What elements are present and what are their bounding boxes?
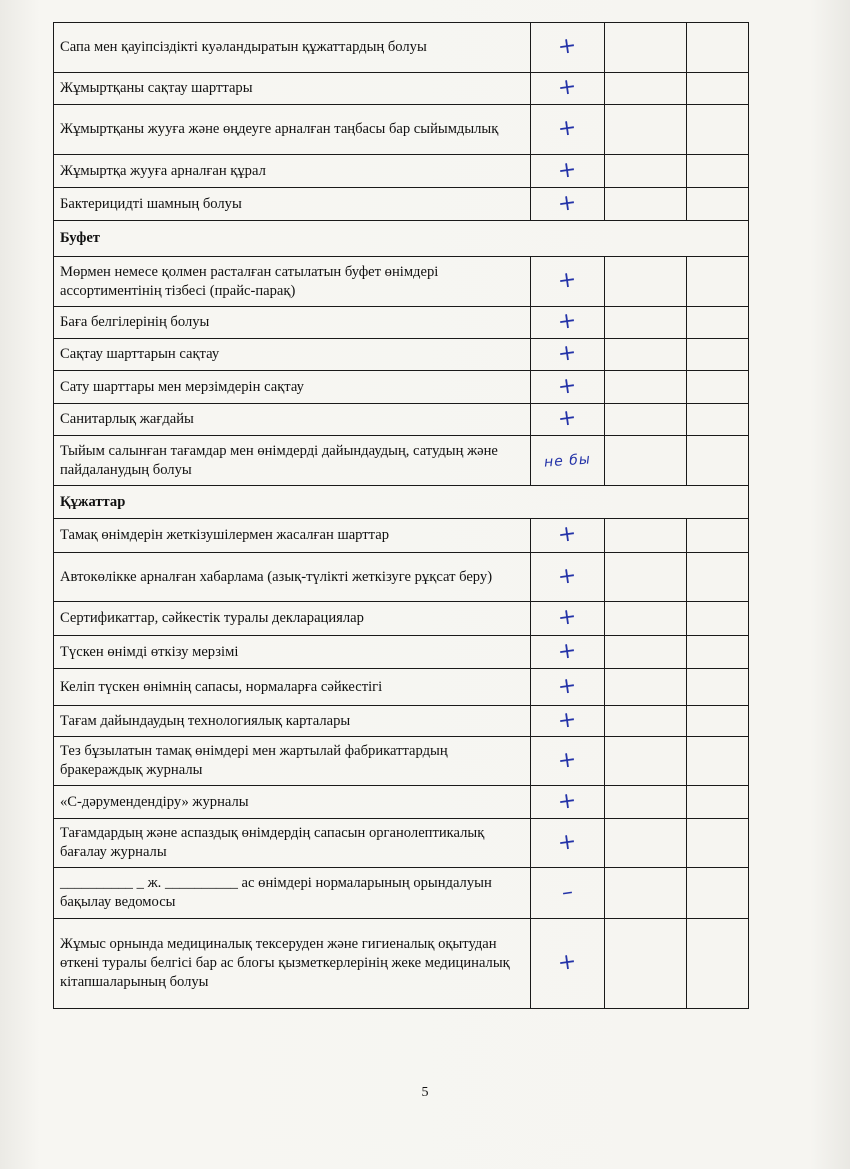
criterion-label: Тағамдардың және аспаздық өнімдердің сапасын органолептикалық бағалау журналы (54, 819, 531, 868)
handwritten-mark: + (556, 114, 579, 143)
answer-cell-1 (531, 553, 605, 602)
answer-cell-3 (687, 636, 749, 669)
answer-cell-1 (531, 919, 605, 1009)
criterion-label: Тез бұзылатын тамақ өнімдері мен жартылай фабрикаттардың бракераждық журналы (54, 737, 531, 786)
criterion-label: «С-дәрумендендіру» журналы (54, 786, 531, 819)
answer-cell-1 (531, 602, 605, 636)
checklist-table (53, 22, 749, 1009)
answer-cell-2 (605, 553, 687, 602)
answer-cell-1 (531, 257, 605, 307)
table-row (54, 339, 749, 371)
answer-cell-2 (605, 919, 687, 1009)
criterion-label: __________ _ ж. __________ ас өнімдері нормаларының орындалуын бақылау ведомосы (54, 868, 531, 919)
answer-cell-2 (605, 602, 687, 636)
criterion-label: Санитарлық жағдайы (54, 404, 531, 436)
table-row (54, 919, 749, 1009)
answer-cell-3 (687, 819, 749, 868)
answer-cell-2 (605, 257, 687, 307)
criterion-label: Жұмыртқа жууға арналған құрал (54, 155, 531, 188)
answer-cell-2 (605, 519, 687, 553)
table-row (54, 188, 749, 221)
table-row (54, 706, 749, 737)
handwritten-mark: + (556, 672, 579, 700)
table-row (54, 553, 749, 602)
answer-cell-3 (687, 669, 749, 706)
table-row (54, 669, 749, 706)
criterion-label: Сапа мен қауіпсіздікті куәландыратын құжаттардың болуы (54, 23, 531, 73)
answer-cell-2 (605, 105, 687, 155)
answer-cell-1 (531, 519, 605, 553)
handwritten-mark: + (556, 828, 579, 856)
answer-cell-3 (687, 155, 749, 188)
table-row (54, 436, 749, 486)
answer-cell-1 (531, 371, 605, 404)
criterion-label: Түскен өнімді өткізу мерзімі (54, 636, 531, 669)
answer-cell-3 (687, 786, 749, 819)
handwritten-mark: + (556, 562, 579, 590)
answer-cell-1 (531, 155, 605, 188)
table-row (54, 519, 749, 553)
handwritten-mark: + (556, 520, 579, 549)
handwritten-mark: + (556, 339, 579, 368)
handwritten-mark: + (556, 32, 579, 61)
table-row (54, 819, 749, 868)
handwritten-mark: + (556, 706, 579, 734)
answer-cell-1 (531, 669, 605, 706)
handwritten-mark: + (556, 948, 579, 977)
page-number: 5 (421, 1085, 429, 1100)
criterion-label: Тамақ өнімдерін жеткізушілермен жасалған шарттар (54, 519, 531, 553)
answer-cell-3 (687, 105, 749, 155)
answer-cell-3 (687, 737, 749, 786)
answer-cell-1 (531, 819, 605, 868)
table-row (54, 737, 749, 786)
answer-cell-2 (605, 23, 687, 73)
criterion-label: Тағам дайындаудың технологиялық карталары (54, 706, 531, 737)
answer-cell-1 (531, 339, 605, 371)
handwritten-mark: + (556, 746, 579, 774)
criterion-label: Сату шарттары мен мерзімдерін сақтау (54, 371, 531, 404)
section-title: Буфет (54, 221, 749, 257)
answer-cell-2 (605, 371, 687, 404)
table-row (54, 257, 749, 307)
answer-cell-3 (687, 371, 749, 404)
answer-cell-2 (605, 155, 687, 188)
handwritten-mark: + (556, 637, 579, 665)
answer-cell-2 (605, 669, 687, 706)
answer-cell-2 (605, 819, 687, 868)
answer-cell-2 (605, 706, 687, 737)
criterion-label: Жұмыртқаны сақтау шарттары (54, 73, 531, 105)
answer-cell-3 (687, 919, 749, 1009)
table-row (54, 404, 749, 436)
answer-cell-3 (687, 307, 749, 339)
answer-cell-1 (531, 73, 605, 105)
section-row (54, 221, 749, 257)
answer-cell-1 (531, 105, 605, 155)
answer-cell-1 (531, 436, 605, 486)
handwritten-mark: не бы (543, 450, 592, 471)
criterion-label: Мөрмен немесе қолмен расталған сатылатын буфет өнімдері ассортиментінің тізбесі (прайс-парақ) (54, 257, 531, 307)
section-title: Құжаттар (54, 486, 749, 519)
table-row (54, 868, 749, 919)
criterion-label: Автокөлікке арналған хабарлама (азық-түлікті жеткізуге рұқсат беру) (54, 553, 531, 602)
criterion-label: Жұмыс орнында медициналық тексеруден және гигиеналық оқытудан өткені туралы белгісі бар ас блогы қызметкерлерінің жеке медициналық кітапшаларының болуы (54, 919, 531, 1009)
answer-cell-2 (605, 404, 687, 436)
answer-cell-2 (605, 188, 687, 221)
answer-cell-2 (605, 737, 687, 786)
answer-cell-3 (687, 706, 749, 737)
handwritten-mark: + (556, 603, 579, 632)
table-row (54, 155, 749, 188)
answer-cell-2 (605, 339, 687, 371)
answer-cell-2 (605, 786, 687, 819)
answer-cell-1 (531, 737, 605, 786)
table-row (54, 371, 749, 404)
answer-cell-3 (687, 23, 749, 73)
answer-cell-2 (605, 307, 687, 339)
answer-cell-1 (531, 636, 605, 669)
table-row (54, 23, 749, 73)
answer-cell-2 (605, 73, 687, 105)
answer-cell-3 (687, 436, 749, 486)
table-row (54, 636, 749, 669)
handwritten-mark: + (556, 156, 579, 184)
answer-cell-3 (687, 602, 749, 636)
answer-cell-2 (605, 436, 687, 486)
criterion-label: Баға белгілерінің болуы (54, 307, 531, 339)
answer-cell-2 (605, 868, 687, 919)
criterion-label: Сертификаттар, сәйкестік туралы декларациялар (54, 602, 531, 636)
answer-cell-1 (531, 404, 605, 436)
handwritten-mark: + (556, 266, 579, 295)
table-row (54, 786, 749, 819)
answer-cell-1 (531, 23, 605, 73)
answer-cell-3 (687, 73, 749, 105)
table-row (54, 73, 749, 105)
table-row (54, 602, 749, 636)
answer-cell-3 (687, 257, 749, 307)
answer-cell-1 (531, 706, 605, 737)
answer-cell-2 (605, 636, 687, 669)
handwritten-mark: + (556, 372, 579, 400)
criterion-label: Тыйым салынған тағамдар мен өнімдерді дайындаудың, сатудың және пайдаланудың болуы (54, 436, 531, 486)
criterion-label: Бактерицидті шамның болуы (54, 188, 531, 221)
answer-cell-3 (687, 404, 749, 436)
answer-cell-3 (687, 339, 749, 371)
handwritten-mark: – (560, 878, 575, 906)
handwritten-mark: + (556, 404, 579, 433)
answer-cell-1 (531, 786, 605, 819)
handwritten-mark: + (556, 73, 579, 102)
answer-cell-3 (687, 868, 749, 919)
answer-cell-1 (531, 868, 605, 919)
checklist-body (54, 23, 749, 1009)
section-row (54, 486, 749, 519)
answer-cell-3 (687, 519, 749, 553)
handwritten-mark: + (556, 307, 579, 336)
criterion-label: Сақтау шарттарын сақтау (54, 339, 531, 371)
table-row (54, 105, 749, 155)
criterion-label: Жұмыртқаны жууға және өңдеуге арналған таңбасы бар сыйымдылық (54, 105, 531, 155)
table-row (54, 307, 749, 339)
criterion-label: Келіп түскен өнімнің сапасы, нормаларға сәйкестігі (54, 669, 531, 706)
handwritten-mark: + (556, 787, 579, 815)
handwritten-mark: + (556, 189, 579, 217)
answer-cell-3 (687, 553, 749, 602)
answer-cell-3 (687, 188, 749, 221)
answer-cell-1 (531, 307, 605, 339)
answer-cell-1 (531, 188, 605, 221)
